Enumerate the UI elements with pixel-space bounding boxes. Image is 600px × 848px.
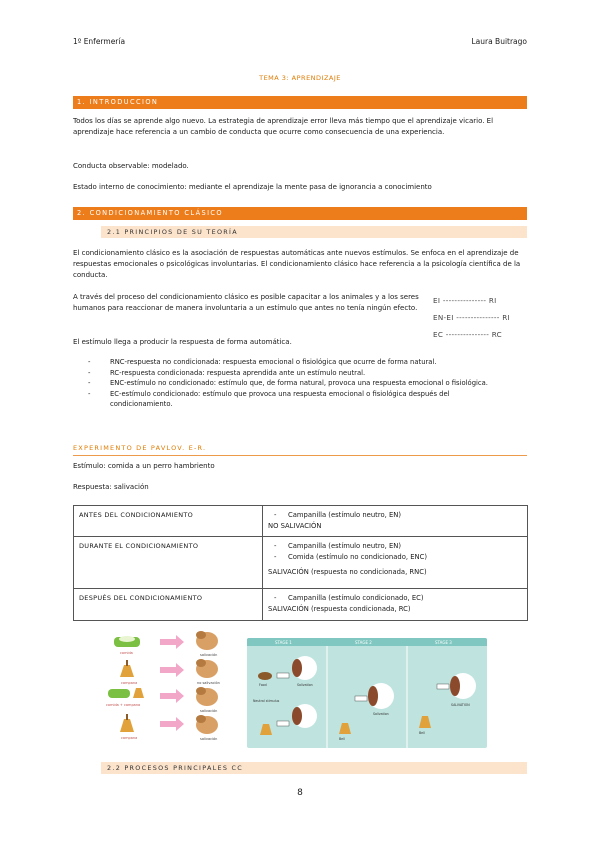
table-cell-phase: DURANTE EL CONDICIONAMIENTO bbox=[74, 537, 263, 589]
page-title: TEMA 3: APRENDIZAJE bbox=[259, 74, 341, 82]
label-left-3: comida + campana bbox=[106, 703, 141, 707]
stage-label-3: STAGE 3 bbox=[435, 640, 452, 645]
label-left-4: campana bbox=[121, 736, 138, 740]
list-item: - RNC-respuesta no condicionada: respuesta emocional o fisiológica que ocurre de forma natural. bbox=[88, 357, 508, 368]
food-icon bbox=[258, 672, 272, 680]
table-row bbox=[74, 537, 528, 589]
label-left-1: comida bbox=[120, 651, 133, 655]
table-row bbox=[74, 589, 528, 621]
caption-salivation-3: SALIVATION bbox=[451, 703, 470, 707]
table-result: NO SALIVACIÓN bbox=[268, 521, 322, 530]
list-item: - RC-respuesta condicionada: respuesta aprendida ante un estímulo neutral. bbox=[88, 368, 508, 379]
table-cell-detail bbox=[263, 589, 528, 621]
section-heading-cc: 2. CONDICIONAMIENTO CLÁSICO bbox=[73, 207, 527, 220]
cc-paragraph-2: A través del proceso del condicionamiento clásico es posible capacitar a los animales y a los seres humanos para reaccionar de manera involuntaria a un estímulo que antes no tenía ningún efecto. bbox=[73, 293, 419, 312]
pavlov-heading: EXPERIMENTO DE PAVLOV. E-R. bbox=[73, 444, 527, 456]
table-item: - Campanilla (estímulo neutro, EN) bbox=[274, 541, 522, 552]
definitions-list bbox=[88, 357, 508, 410]
formula-enei-ri: EN-EI --------------- RI bbox=[433, 313, 510, 322]
caption-bell-1: Bell bbox=[339, 737, 345, 741]
bowl-and-bell-icon bbox=[108, 688, 144, 698]
cc-paragraph-3: El estímulo llega a producir la respuesta de forma automática. bbox=[73, 338, 292, 346]
intro-paragraph-2: Conducta observable: modelado. bbox=[73, 162, 189, 170]
table-item: - Comida (estímulo no condicionado, ENC) bbox=[274, 552, 522, 563]
caption-neutral: Neutral stimulus bbox=[253, 699, 280, 703]
subheading-procesos: 2.2 PROCESOS PRINCIPALES CC bbox=[101, 762, 527, 774]
cc-paragraph-1: El condicionamiento clásico es la asociación de respuestas automáticas ante nuevos estímulos. Se enfoca en el aprendizaje de respuestas emocionales o psicológicas involuntarias. El condicionamiento clásico hace referencia a la psicología científica de la conducta. bbox=[73, 249, 521, 279]
conditioning-illustration bbox=[100, 629, 246, 749]
formula-ei-ri: EI --------------- RI bbox=[433, 296, 497, 305]
pavlov-respuesta: Respuesta: salivación bbox=[73, 483, 149, 491]
caption-salivation-2: Salivation bbox=[373, 712, 389, 716]
pavlov-estimulo: Estímulo: comida a un perro hambriento bbox=[73, 462, 215, 470]
header-left: 1º Enfermería bbox=[73, 37, 126, 46]
table-cell-phase: DESPUÉS DEL CONDICIONAMIENTO bbox=[74, 589, 263, 621]
table-row bbox=[74, 506, 528, 537]
table-result: SALIVACIÓN (respuesta condicionada, RC) bbox=[268, 604, 411, 613]
table-cell-detail bbox=[263, 506, 528, 537]
page-number: 8 bbox=[297, 788, 303, 798]
caption-salivation-1: Salivation bbox=[297, 683, 313, 687]
intro-paragraph-3: Estado interno de conocimiento: mediante el aprendizaje la mente pasa de ignorancia a conocimiento bbox=[73, 183, 432, 191]
formula-ec-rc: EC --------------- RC bbox=[433, 330, 502, 339]
table-item: - Campanilla (estímulo neutro, EN) bbox=[274, 510, 522, 521]
label-right-4: salivación bbox=[200, 737, 218, 741]
label-right-1: salivación bbox=[200, 653, 218, 657]
caption-bell-2: Bell bbox=[419, 731, 425, 735]
food-bowl-icon bbox=[114, 636, 140, 647]
caption-food: Food bbox=[259, 683, 267, 687]
pavlov-stages-figure bbox=[247, 638, 487, 748]
table-cell-detail bbox=[263, 537, 528, 589]
list-item: - ENC-estímulo no condicionado: estímulo que, de forma natural, provoca una respuesta emocional o fisiológica. bbox=[88, 378, 508, 389]
stage-label-1: STAGE 1 bbox=[275, 640, 292, 645]
table-item: - Campanilla (estímulo condicionado, EC) bbox=[274, 593, 522, 604]
label-left-2: campana bbox=[121, 681, 138, 685]
table-result: SALIVACIÓN (respuesta no condicionada, RNC) bbox=[268, 568, 427, 576]
label-right-2: no salivación bbox=[197, 681, 220, 685]
section-heading-intro: 1. INTRODUCCION bbox=[73, 96, 527, 109]
label-right-3: salivación bbox=[200, 709, 218, 713]
stage-label-2: STAGE 2 bbox=[355, 640, 372, 645]
list-item: - EC-estímulo condicionado: estímulo que provoca una respuesta emocional o fisiológica después del condicionamiento. bbox=[88, 389, 508, 410]
table-cell-phase: ANTES DEL CONDICIONAMIENTO bbox=[74, 506, 263, 537]
header-right: Laura Buitrago bbox=[471, 37, 527, 46]
subheading-principios: 2.1 PRINCIPIOS DE SU TEORÍA bbox=[101, 226, 527, 238]
conditioning-table bbox=[73, 505, 528, 621]
intro-paragraph-1: Todos los días se aprende algo nuevo. La estrategia de aprendizaje error lleva más tiempo que el aprendizaje vicario. El aprendizaje hace referencia a un cambio de conducta que ocurre como consecuencia de una experiencia. bbox=[73, 117, 494, 136]
